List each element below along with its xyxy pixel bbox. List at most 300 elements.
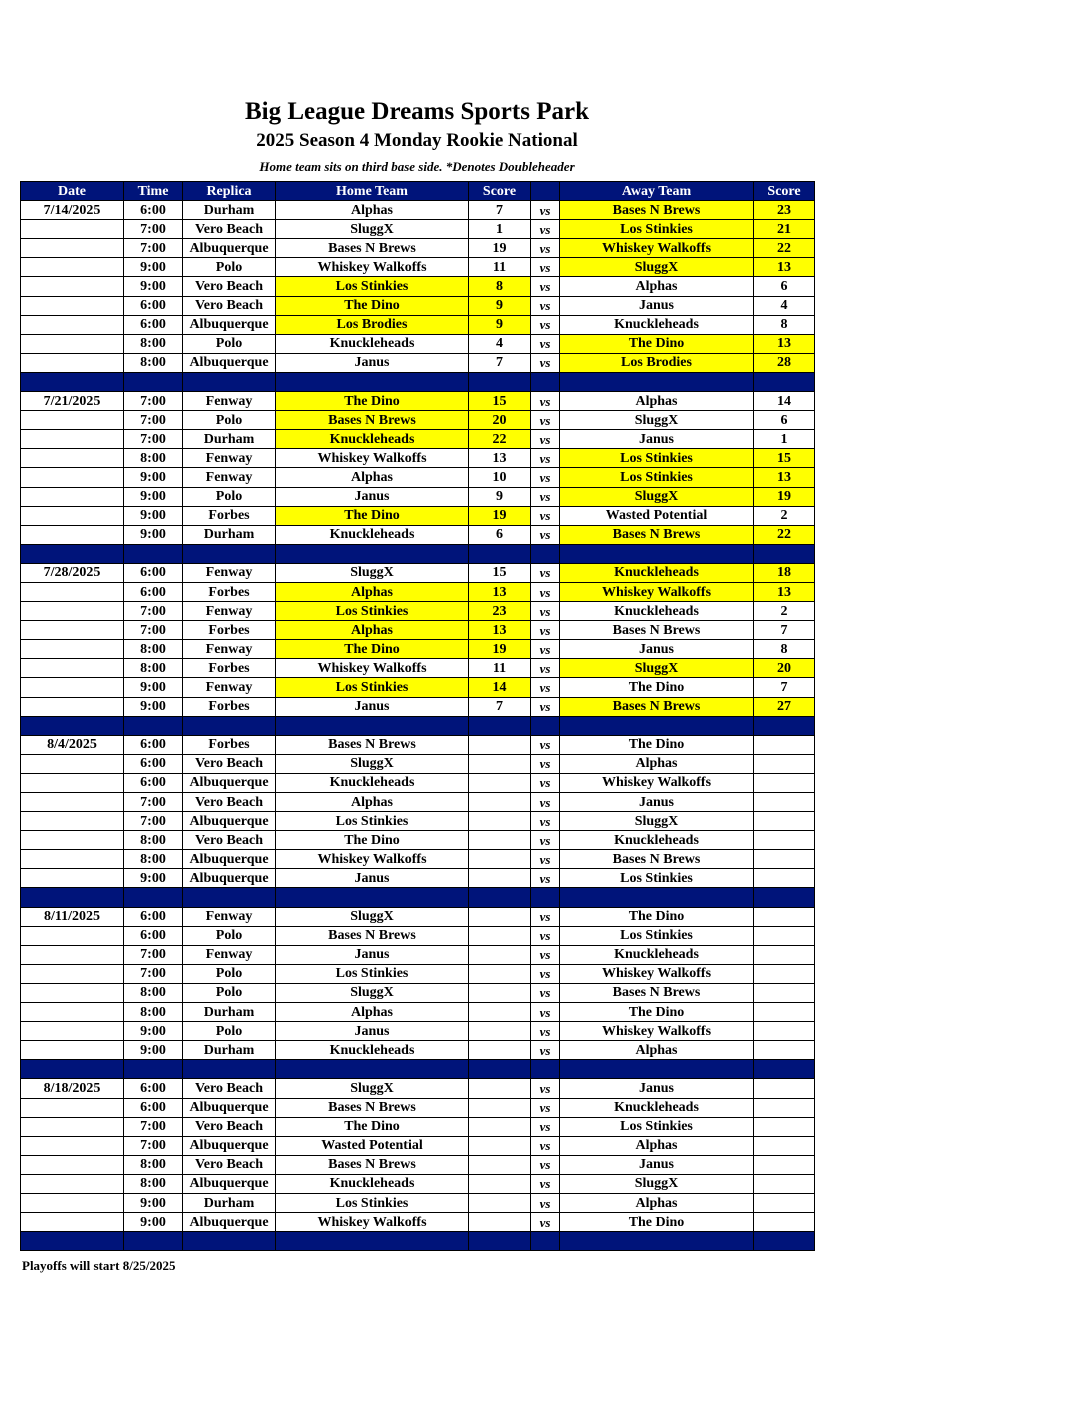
vs-label: vs [531, 468, 560, 487]
vs-label: vs [531, 220, 560, 239]
game-replica: Albuquerque [183, 353, 276, 372]
away-score [754, 869, 815, 888]
away-team: Alphas [560, 1041, 754, 1060]
table-row [21, 1193, 815, 1212]
away-team: Los Brodies [560, 353, 754, 372]
table-row [21, 735, 815, 754]
home-team: Whiskey Walkoffs [276, 659, 469, 678]
home-score [469, 945, 531, 964]
game-date-empty [21, 812, 124, 831]
away-team: Janus [560, 1155, 754, 1174]
away-score [754, 945, 815, 964]
home-team: Whiskey Walkoffs [276, 1213, 469, 1232]
away-team: Los Stinkies [560, 869, 754, 888]
vs-label: vs [531, 1155, 560, 1174]
table-row [21, 239, 815, 258]
home-score: 9 [469, 487, 531, 506]
game-date-empty [21, 793, 124, 812]
table-row [21, 258, 815, 277]
away-score [754, 1022, 815, 1041]
vs-label: vs [531, 1098, 560, 1117]
home-score: 20 [469, 411, 531, 430]
game-time: 7:00 [124, 945, 183, 964]
away-score [754, 1117, 815, 1136]
game-replica: Vero Beach [183, 1079, 276, 1098]
home-team: Los Stinkies [276, 277, 469, 296]
table-row [21, 1022, 815, 1041]
away-team: Whiskey Walkoffs [560, 964, 754, 983]
table-row [21, 1098, 815, 1117]
away-team: Whiskey Walkoffs [560, 582, 754, 601]
home-team: Alphas [276, 468, 469, 487]
separator-cell [276, 1060, 469, 1079]
away-team: Knuckleheads [560, 831, 754, 850]
game-date-empty [21, 334, 124, 353]
away-score: 19 [754, 487, 815, 506]
game-replica: Forbes [183, 697, 276, 716]
game-replica: Durham [183, 201, 276, 220]
table-row [21, 869, 815, 888]
game-date-empty [21, 1117, 124, 1136]
game-replica: Fenway [183, 907, 276, 926]
game-date-empty [21, 430, 124, 449]
separator-cell [21, 888, 124, 907]
game-time: 8:00 [124, 659, 183, 678]
game-time: 7:00 [124, 1136, 183, 1155]
away-score [754, 793, 815, 812]
home-score: 14 [469, 678, 531, 697]
home-team: Janus [276, 869, 469, 888]
col-header-date: Date [21, 182, 124, 201]
separator-cell [183, 888, 276, 907]
home-team: Alphas [276, 582, 469, 601]
vs-label: vs [531, 1003, 560, 1022]
home-team: Alphas [276, 621, 469, 640]
table-row [21, 430, 815, 449]
table-row [21, 315, 815, 334]
separator-cell [469, 888, 531, 907]
game-time: 8:00 [124, 1174, 183, 1193]
home-score: 7 [469, 353, 531, 372]
game-date-empty [21, 983, 124, 1002]
separator-cell [469, 1232, 531, 1251]
away-score: 22 [754, 525, 815, 544]
home-score [469, 754, 531, 773]
game-date-empty [21, 1193, 124, 1212]
home-score: 19 [469, 239, 531, 258]
vs-label: vs [531, 1136, 560, 1155]
away-team: The Dino [560, 735, 754, 754]
col-header-home-team: Home Team [276, 182, 469, 201]
separator-cell [560, 1232, 754, 1251]
game-time: 7:00 [124, 964, 183, 983]
away-team: Janus [560, 430, 754, 449]
game-time: 8:00 [124, 334, 183, 353]
vs-label: vs [531, 1117, 560, 1136]
table-row [21, 582, 815, 601]
away-score: 13 [754, 582, 815, 601]
home-team: Janus [276, 697, 469, 716]
col-header-replica: Replica [183, 182, 276, 201]
game-date-empty [21, 449, 124, 468]
game-replica: Durham [183, 1193, 276, 1212]
separator-cell [531, 716, 560, 735]
away-score [754, 964, 815, 983]
game-date-empty [21, 220, 124, 239]
home-team: Knuckleheads [276, 773, 469, 792]
home-score: 15 [469, 563, 531, 582]
game-time: 7:00 [124, 220, 183, 239]
home-team: Alphas [276, 793, 469, 812]
away-score [754, 1174, 815, 1193]
away-score: 8 [754, 315, 815, 334]
away-team: Whiskey Walkoffs [560, 773, 754, 792]
away-score [754, 831, 815, 850]
home-team: Bases N Brews [276, 1155, 469, 1174]
vs-label: vs [531, 392, 560, 411]
separator-cell [469, 716, 531, 735]
vs-label: vs [531, 334, 560, 353]
schedule-table [20, 181, 815, 1251]
away-score [754, 1213, 815, 1232]
game-time: 6:00 [124, 201, 183, 220]
home-team: The Dino [276, 640, 469, 659]
home-team: Janus [276, 487, 469, 506]
vs-label: vs [531, 602, 560, 621]
away-team: The Dino [560, 678, 754, 697]
vs-label: vs [531, 983, 560, 1002]
table-row [21, 334, 815, 353]
away-score [754, 1098, 815, 1117]
away-score: 7 [754, 678, 815, 697]
game-replica: Durham [183, 430, 276, 449]
vs-label: vs [531, 964, 560, 983]
game-replica: Fenway [183, 602, 276, 621]
away-score [754, 1079, 815, 1098]
separator-cell [469, 1060, 531, 1079]
home-score: 7 [469, 697, 531, 716]
away-score [754, 983, 815, 1002]
game-time: 8:00 [124, 449, 183, 468]
playoffs-note: Playoffs will start 8/25/2025 [22, 1258, 176, 1273]
away-score: 18 [754, 563, 815, 582]
separator-cell [754, 888, 815, 907]
away-team: Los Stinkies [560, 468, 754, 487]
home-score [469, 812, 531, 831]
game-time: 7:00 [124, 812, 183, 831]
game-date-empty [21, 1155, 124, 1174]
game-date-empty [21, 850, 124, 869]
game-replica: Polo [183, 334, 276, 353]
game-time: 7:00 [124, 1117, 183, 1136]
table-row [21, 563, 815, 582]
home-team: SluggX [276, 220, 469, 239]
vs-label: vs [531, 315, 560, 334]
vs-label: vs [531, 430, 560, 449]
home-score: 11 [469, 659, 531, 678]
game-date-empty [21, 315, 124, 334]
game-date: 8/18/2025 [21, 1079, 124, 1098]
home-score: 11 [469, 258, 531, 277]
week-separator-row [21, 1060, 815, 1079]
away-score [754, 850, 815, 869]
home-team: Whiskey Walkoffs [276, 449, 469, 468]
game-replica: Vero Beach [183, 296, 276, 315]
home-team: Bases N Brews [276, 926, 469, 945]
game-time: 7:00 [124, 430, 183, 449]
game-replica: Forbes [183, 735, 276, 754]
game-time: 9:00 [124, 869, 183, 888]
separator-cell [183, 716, 276, 735]
game-time: 6:00 [124, 315, 183, 334]
game-date-empty [21, 239, 124, 258]
game-replica: Durham [183, 525, 276, 544]
away-team: Knuckleheads [560, 1098, 754, 1117]
game-time: 6:00 [124, 563, 183, 582]
home-team: Bases N Brews [276, 411, 469, 430]
away-score [754, 926, 815, 945]
home-team: Janus [276, 1022, 469, 1041]
game-time: 9:00 [124, 487, 183, 506]
home-team: Bases N Brews [276, 1098, 469, 1117]
vs-label: vs [531, 1213, 560, 1232]
vs-label: vs [531, 754, 560, 773]
vs-label: vs [531, 296, 560, 315]
separator-cell [124, 716, 183, 735]
home-score [469, 850, 531, 869]
home-team: Bases N Brews [276, 735, 469, 754]
separator-cell [754, 1232, 815, 1251]
separator-cell [560, 1060, 754, 1079]
table-row [21, 411, 815, 430]
away-team: Bases N Brews [560, 525, 754, 544]
separator-cell [560, 372, 754, 391]
page-title: Big League Dreams Sports Park [245, 98, 589, 125]
table-row [21, 449, 815, 468]
home-team: Los Brodies [276, 315, 469, 334]
away-team: Knuckleheads [560, 563, 754, 582]
game-date-empty [21, 258, 124, 277]
table-row [21, 1041, 815, 1060]
col-header-home-score: Score [469, 182, 531, 201]
home-score: 13 [469, 621, 531, 640]
home-score [469, 1136, 531, 1155]
game-time: 6:00 [124, 773, 183, 792]
game-time: 6:00 [124, 1098, 183, 1117]
game-time: 9:00 [124, 1213, 183, 1232]
game-replica: Durham [183, 1003, 276, 1022]
away-score: 23 [754, 201, 815, 220]
away-score: 13 [754, 258, 815, 277]
game-time: 6:00 [124, 1079, 183, 1098]
away-score: 8 [754, 640, 815, 659]
home-score: 23 [469, 602, 531, 621]
game-date-empty [21, 926, 124, 945]
game-replica: Fenway [183, 449, 276, 468]
vs-label: vs [531, 793, 560, 812]
game-date-empty [21, 506, 124, 525]
game-date: 7/28/2025 [21, 563, 124, 582]
game-replica: Polo [183, 487, 276, 506]
home-score: 9 [469, 296, 531, 315]
away-team: SluggX [560, 812, 754, 831]
game-date-empty [21, 964, 124, 983]
separator-cell [560, 544, 754, 563]
home-score [469, 1174, 531, 1193]
table-row [21, 754, 815, 773]
away-team: SluggX [560, 659, 754, 678]
away-team: Bases N Brews [560, 850, 754, 869]
home-score [469, 793, 531, 812]
home-team: Bases N Brews [276, 239, 469, 258]
game-time: 9:00 [124, 525, 183, 544]
game-date-empty [21, 411, 124, 430]
game-date-empty [21, 831, 124, 850]
col-header-vs [531, 182, 560, 201]
home-score [469, 983, 531, 1002]
away-score: 7 [754, 621, 815, 640]
home-team: Alphas [276, 1003, 469, 1022]
away-team: Bases N Brews [560, 697, 754, 716]
game-date-empty [21, 640, 124, 659]
away-score: 6 [754, 277, 815, 296]
home-score: 19 [469, 640, 531, 659]
vs-label: vs [531, 563, 560, 582]
vs-label: vs [531, 621, 560, 640]
vs-label: vs [531, 525, 560, 544]
page-subtitle: 2025 Season 4 Monday Rookie National [256, 130, 578, 151]
game-replica: Albuquerque [183, 315, 276, 334]
game-replica: Albuquerque [183, 869, 276, 888]
vs-label: vs [531, 258, 560, 277]
game-replica: Albuquerque [183, 812, 276, 831]
vs-label: vs [531, 678, 560, 697]
home-score [469, 1041, 531, 1060]
home-score [469, 1193, 531, 1212]
home-score [469, 1079, 531, 1098]
game-date-empty [21, 582, 124, 601]
vs-label: vs [531, 869, 560, 888]
game-replica: Polo [183, 258, 276, 277]
away-score: 13 [754, 334, 815, 353]
vs-label: vs [531, 812, 560, 831]
vs-label: vs [531, 1193, 560, 1212]
game-replica: Forbes [183, 621, 276, 640]
table-row [21, 640, 815, 659]
game-time: 8:00 [124, 831, 183, 850]
away-team: Whiskey Walkoffs [560, 239, 754, 258]
game-replica: Fenway [183, 392, 276, 411]
away-team: Los Stinkies [560, 1117, 754, 1136]
home-team: Knuckleheads [276, 430, 469, 449]
home-score [469, 1155, 531, 1174]
vs-label: vs [531, 506, 560, 525]
away-score: 20 [754, 659, 815, 678]
home-score: 13 [469, 582, 531, 601]
table-row [21, 964, 815, 983]
table-row [21, 1079, 815, 1098]
game-replica: Albuquerque [183, 1136, 276, 1155]
vs-label: vs [531, 487, 560, 506]
game-date-empty [21, 602, 124, 621]
vs-label: vs [531, 582, 560, 601]
vs-label: vs [531, 926, 560, 945]
table-row [21, 1155, 815, 1174]
game-replica: Albuquerque [183, 850, 276, 869]
away-team: SluggX [560, 487, 754, 506]
home-score: 9 [469, 315, 531, 334]
home-score: 8 [469, 277, 531, 296]
home-team: Knuckleheads [276, 1174, 469, 1193]
separator-cell [21, 1232, 124, 1251]
game-time: 8:00 [124, 640, 183, 659]
separator-cell [124, 888, 183, 907]
home-team: Knuckleheads [276, 525, 469, 544]
away-score: 1 [754, 430, 815, 449]
table-row [21, 1213, 815, 1232]
game-replica: Vero Beach [183, 220, 276, 239]
away-team: SluggX [560, 411, 754, 430]
away-team: The Dino [560, 1003, 754, 1022]
home-score [469, 1098, 531, 1117]
home-score [469, 831, 531, 850]
game-replica: Fenway [183, 468, 276, 487]
game-replica: Polo [183, 983, 276, 1002]
col-header-time: Time [124, 182, 183, 201]
vs-label: vs [531, 831, 560, 850]
separator-cell [531, 372, 560, 391]
home-score: 1 [469, 220, 531, 239]
home-team: SluggX [276, 754, 469, 773]
game-replica: Albuquerque [183, 239, 276, 258]
vs-label: vs [531, 353, 560, 372]
vs-label: vs [531, 735, 560, 754]
away-team: Bases N Brews [560, 621, 754, 640]
game-replica: Fenway [183, 678, 276, 697]
home-team: Los Stinkies [276, 964, 469, 983]
vs-label: vs [531, 449, 560, 468]
game-time: 9:00 [124, 1041, 183, 1060]
table-row [21, 468, 815, 487]
game-replica: Forbes [183, 506, 276, 525]
separator-cell [469, 372, 531, 391]
table-row [21, 392, 815, 411]
game-date-empty [21, 773, 124, 792]
away-team: The Dino [560, 334, 754, 353]
away-score: 4 [754, 296, 815, 315]
home-team: Whiskey Walkoffs [276, 850, 469, 869]
game-replica: Fenway [183, 945, 276, 964]
home-score: 19 [469, 506, 531, 525]
game-time: 6:00 [124, 735, 183, 754]
game-date-empty [21, 697, 124, 716]
game-time: 9:00 [124, 277, 183, 296]
game-replica: Albuquerque [183, 1098, 276, 1117]
table-row [21, 926, 815, 945]
separator-cell [469, 544, 531, 563]
away-team: Knuckleheads [560, 602, 754, 621]
away-score: 27 [754, 697, 815, 716]
separator-cell [21, 372, 124, 391]
game-time: 9:00 [124, 506, 183, 525]
schedule-note: Home team sits on third base side. *Denotes Doubleheader [259, 159, 575, 174]
home-score [469, 869, 531, 888]
separator-cell [754, 372, 815, 391]
game-date-empty [21, 1003, 124, 1022]
vs-label: vs [531, 1079, 560, 1098]
table-row [21, 1136, 815, 1155]
game-time: 7:00 [124, 793, 183, 812]
